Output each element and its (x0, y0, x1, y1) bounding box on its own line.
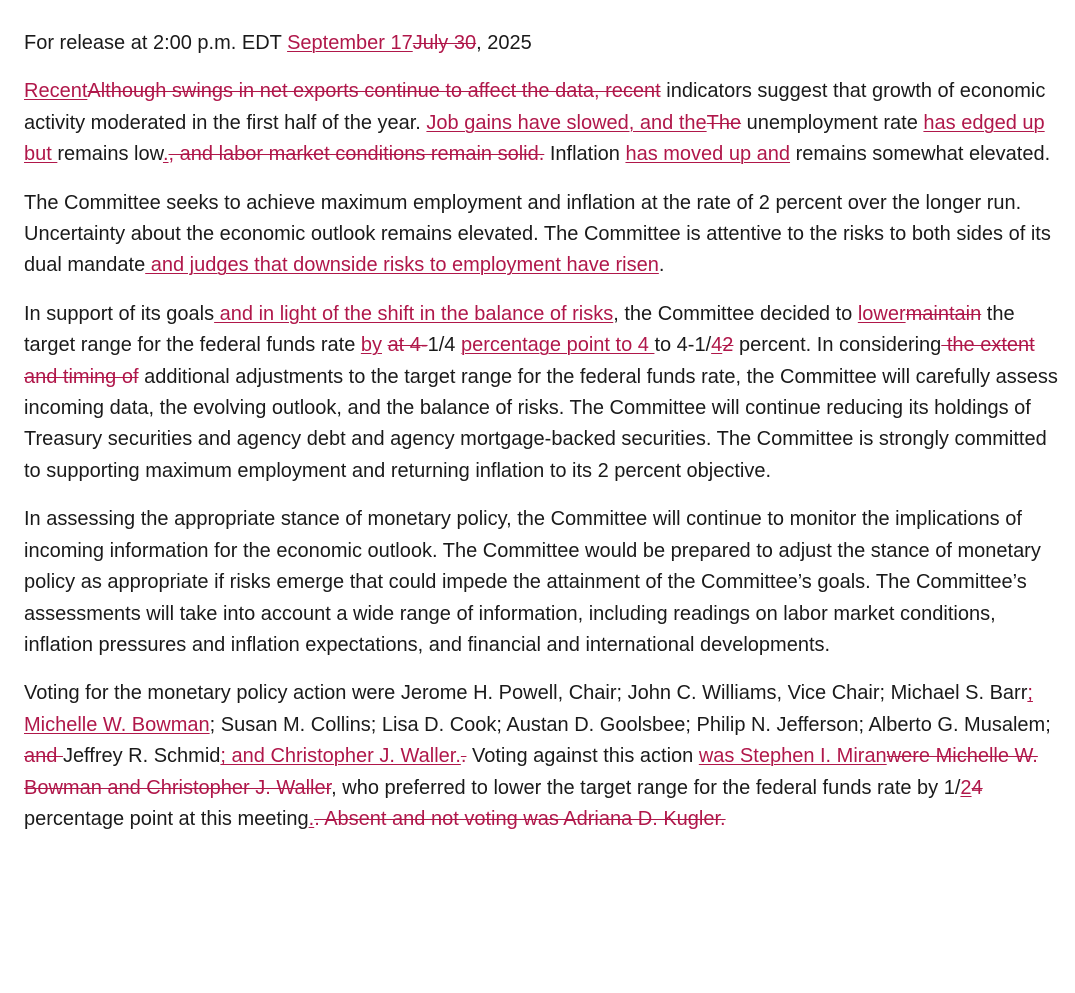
text-run: remains low (57, 143, 163, 166)
inserted-text: Job gains have slowed, and the (426, 111, 707, 134)
inserted-text: . (162, 143, 169, 166)
text-run: percentage point at this meeting (24, 807, 309, 830)
text-run: . (658, 254, 665, 277)
deleted-text: 4 (971, 776, 983, 799)
inserted-text: by (360, 334, 382, 357)
text-run: Inflation (544, 143, 626, 166)
text-run: indicators suggest that growth of economic activity moderated in the first half of the year. (24, 80, 1046, 134)
text-run: For release at 2:00 p.m. EDT (24, 32, 288, 54)
inserted-text: ; and Christopher J. Waller. (220, 745, 461, 768)
text-run: Jeffrey R. Schmid (62, 745, 221, 768)
text-run: percent. In considering (733, 334, 942, 357)
text-run: In support of its goals (24, 302, 215, 325)
inserted-text: Recent (24, 80, 88, 103)
text-run: , 2025 (476, 32, 532, 54)
inserted-text: 4 (711, 334, 723, 357)
text-run: to 4-1/ (654, 334, 712, 357)
deleted-text: July 30 (412, 32, 477, 54)
inserted-text: and in light of the shift in the balance of risks (214, 302, 614, 325)
deleted-text: were Michelle W. Bowman and Christopher J. Waller (24, 745, 1038, 799)
text-run: the target range for the federal funds rate (24, 302, 1015, 357)
release-time-line (24, 28, 1059, 59)
deleted-text: the extent and timing of (24, 334, 1035, 388)
deleted-text: . Absent and not voting was Adriana D. Kugler. (314, 807, 726, 830)
voting-record-paragraph (24, 678, 1059, 835)
inserted-text: percentage point to 4 (460, 334, 655, 357)
inserted-text: September 17 (287, 32, 413, 54)
text-run: 1/4 (427, 334, 461, 357)
inserted-text: . (308, 807, 315, 830)
inserted-text: 2 (960, 776, 972, 799)
inserted-text: ; Michelle W. Bowman (24, 682, 1033, 736)
inserted-text: was Stephen I. Miran (698, 745, 887, 768)
monetary-policy-stance-paragraph (24, 504, 1059, 661)
deleted-text: at 4- (387, 334, 428, 357)
deleted-text: maintain (905, 302, 982, 325)
text-run: remains somewhat elevated. (790, 143, 1051, 166)
policy-decision-paragraph (24, 299, 1059, 487)
text-run: , who preferred to lower the target range for the federal funds rate by 1/ (331, 776, 961, 799)
press-release-body (24, 28, 1059, 852)
text-run: unemployment rate (741, 111, 924, 134)
deleted-text: . (460, 745, 467, 768)
text-run: In assessing the appropriate stance of monetary policy, the Committee will continue to monitor the implications of incoming information for the economic outlook. The Committee would be prepared to adjust the stance of monetary policy as appropriate if risks emerge that could impede the attainment of the Committee’s goals. The Committee’s assessments will take into account a wide range of information, including readings on labor market conditions, inflation pressures and inflation expectations, and financial and international developments. (24, 508, 1041, 656)
inserted-text: has moved up and (625, 143, 791, 166)
text-run: , the Committee decided to (613, 302, 858, 325)
inserted-text: lower (857, 302, 906, 325)
deleted-text: and (24, 745, 63, 768)
deleted-text: , and labor market conditions remain solid. (168, 143, 545, 166)
text-run: Voting against this action (466, 745, 699, 768)
deleted-text: Although swings in net exports continue to affect the data, recent (87, 80, 661, 103)
deleted-text: The (706, 111, 742, 134)
deleted-text: 2 (722, 334, 734, 357)
economic-conditions-paragraph (24, 76, 1059, 170)
text-run: The Committee seeks to achieve maximum employment and inflation at the rate of 2 percent over the longer run. Uncertainty about the economic outlook remains elevated. The Committee is attentive to the risks to both sides of its dual mandate (24, 191, 1051, 277)
inserted-text: and judges that downside risks to employment have risen (145, 254, 659, 277)
text-run: additional adjustments to the target range for the federal funds rate, the Committee will carefully assess incoming data, the evolving outlook, and the balance of risks. The Committee will continue reducing its holdings of Treasury securities and agency debt and agency mortgage-backed securities. The Committee is strongly committed to supporting maximum employment and returning inflation to its 2 percent objective. (24, 365, 1058, 482)
committee-goals-paragraph (24, 188, 1059, 282)
text-run: Voting for the monetary policy action were Jerome H. Powell, Chair; John C. Williams, Vice Chair; Michael S. Barr (24, 682, 1028, 705)
text-run: ; Susan M. Collins; Lisa D. Cook; Austan D. Goolsbee; Philip N. Jefferson; Alberto G. Musalem; (209, 713, 1051, 736)
inserted-text: has edged up but (24, 111, 1045, 166)
